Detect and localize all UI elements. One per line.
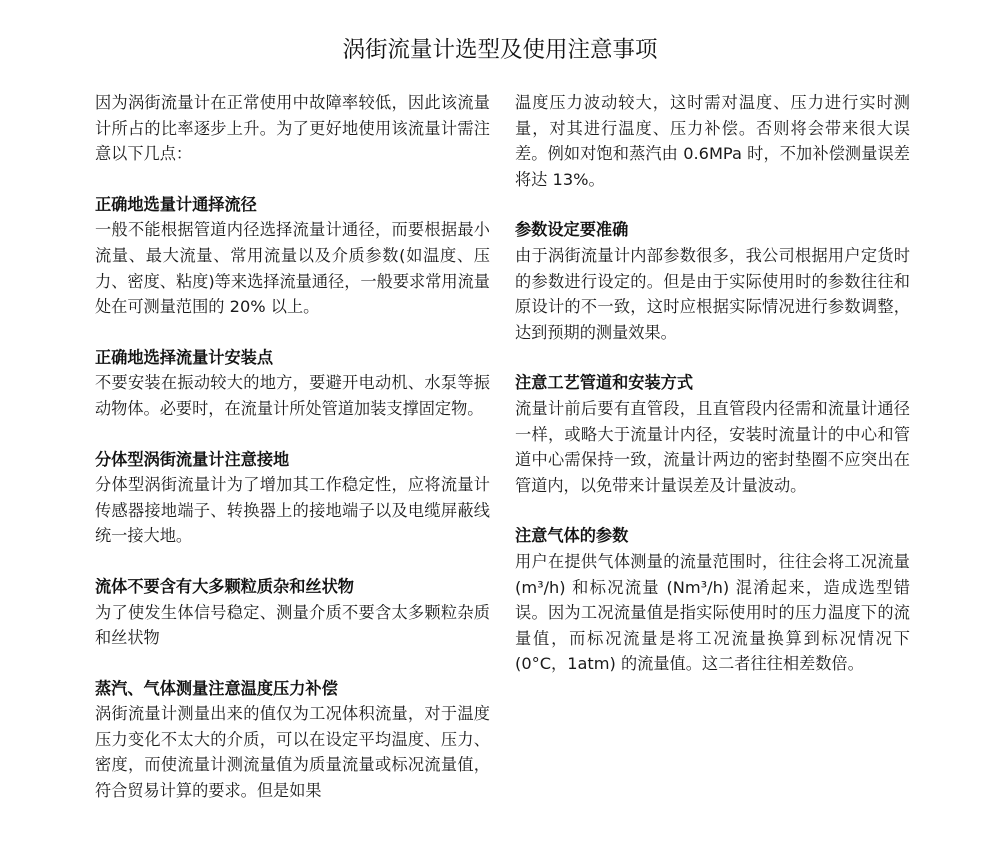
section-heading: 正确地选量计通择流径 [95,194,257,214]
intro-paragraph: 因为涡街流量计在正常使用中故障率较低，因此该流量计所占的比率逐步上升。为了更好地使用该流量计需注意以下几点： [95,93,490,164]
section-heading: 参数设定要准确 [515,220,629,240]
right-column [515,90,910,677]
section-parameter-settings [515,217,910,345]
section-body: 用户在提供气体测量的流量范围时，往往会将工况流量(m³/h) 和标况流量 (Nm³/h) 混淆起来，造成选型错误。因为工况流量值是指实际使用时的压力温度下的流量值，而标况流量是将工况流量换算到标况情况下 (0°C，1atm) 的流量值。这二者往往相差数倍。 [515,551,910,674]
continuation-paragraph: 温度压力波动较大，这时需对温度、压力进行实时测量，对其进行温度、压力补偿。否则将会带来很大误差。例如对饱和蒸汽由 0.6MPa 时，不加补偿测量误差将达 13%。 [515,93,910,189]
section-gas-parameters [515,523,910,677]
left-column [95,90,490,804]
section-body: 分体型涡街流量计为了增加其工作稳定性，应将流量计传感器接地端子、转换器上的接地端子以及电缆屏蔽线统一接大地。 [95,475,490,546]
section-body: 一般不能根据管道内径选择流量计通径，而要根据最小流量、最大流量、常用流量以及介质参数(如温度、压力、密度、粘度)等来选择流量通径，一般要求常用流量处在可测量范围的 20% 以上。 [95,220,490,317]
section-heading: 流体不要含有大多颗粒质杂和丝状物 [95,576,354,596]
page-title: 涡街流量计选型及使用注意事项 [342,37,658,63]
section-flow-diameter [95,192,490,320]
section-install-location [95,345,490,422]
section-heading: 注意工艺管道和安装方式 [515,373,694,393]
section-body: 不要安装在振动较大的地方，要避开电动机、水泵等振动物体。必要时，在流量计所处管道加装支撑固定物。 [95,373,490,418]
section-body: 为了使发生体信号稳定、测量介质不要含太多颗粒杂质和丝状物 [95,602,490,648]
section-heading: 正确地选择流量计安装点 [95,347,274,367]
section-body: 流量计前后要有直管段，且直管段内径需和流量计通径一样，或略大于流量计内径，安装时流量计的中心和管道中心需保持一致，流量计两边的密封垫圈不应突出在管道内，以免带来计量误差及计量波动。 [515,398,910,495]
section-body: 由于涡街流量计内部参数很多，我公司根据用户定货时的参数进行设定的。但是由于实际使用时的参数往往和原设计的不一致，这时应根据实际情况进行参数调整，达到预期的测量效果。 [515,245,910,342]
section-piping-installation [515,370,910,498]
section-body: 涡街流量计测量出来的值仅为工况体积流量，对于温度压力变化不太大的介质，可以在设定平均温度、压力、密度，而使流量计测流量值为质量流量或标况流量值，符合贸易计算的要求。但是如果 [95,704,490,801]
section-heading: 分体型涡街流量计注意接地 [95,449,290,469]
section-compensation [95,676,490,804]
section-impurities [95,574,490,651]
section-grounding [95,447,490,549]
section-heading: 注意气体的参数 [515,526,629,546]
section-heading: 蒸汽、气体测量注意温度压力补偿 [95,678,338,698]
